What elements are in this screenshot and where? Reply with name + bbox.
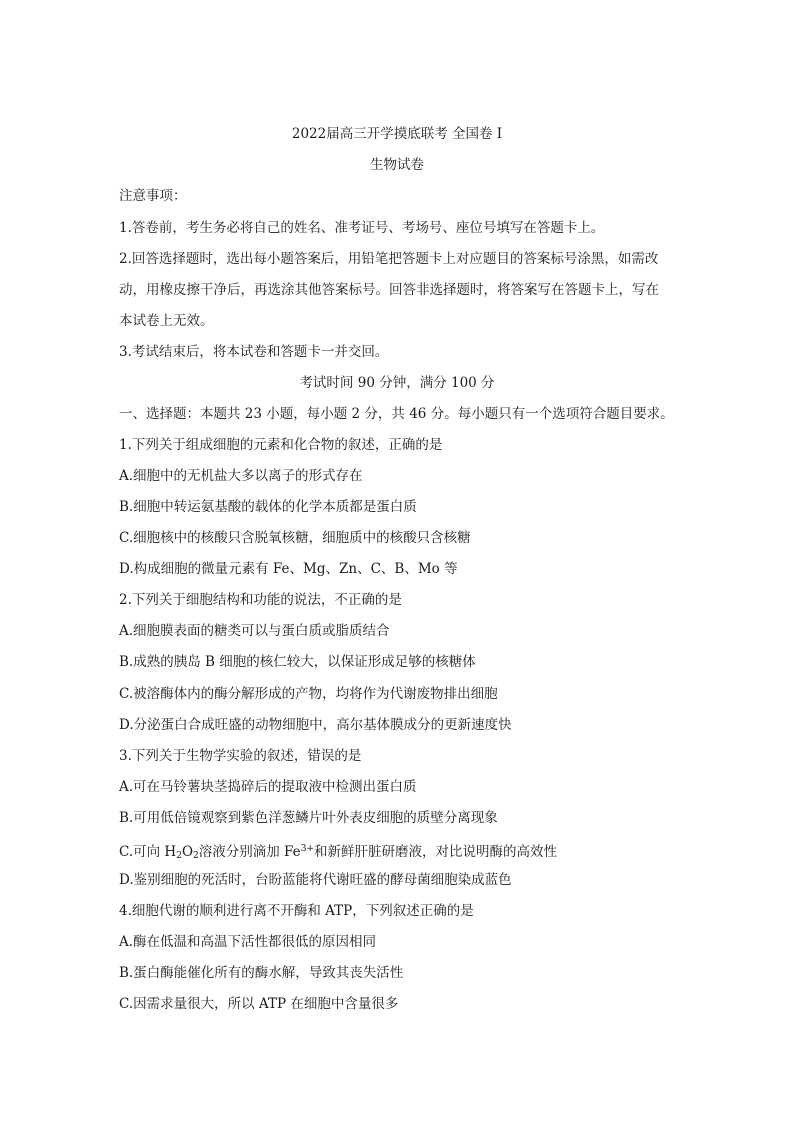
notice-heading: 注意事项： [119,188,187,204]
section-heading: 一、选择题：本题共 23 小题，每小题 2 分，共 46 分。每小题只有一个选项符合题目要求。 [119,406,674,422]
question-3-stem: 3.下列关于生物学实验的叙述，错误的是 [119,748,362,764]
exam-title: 2022届高三开学摸底联考 全国卷 I [291,126,503,142]
exam-subject: 生物试卷 [370,157,424,173]
notice-item-2-line-3: 本试卷上无效。 [119,313,214,329]
question-1-stem: 1.下列关于组成细胞的元素和化合物的叙述，正确的是 [119,437,443,453]
question-1-option-b: B.细胞中转运氨基酸的载体的化学本质都是蛋白质 [119,499,417,515]
question-4-option-c: C.因需求量很大，所以 ATP 在细胞中含量很多 [119,996,399,1012]
q3c-superscript: 3+ [300,844,314,854]
q3c-subscript-2: 2 [193,851,199,861]
notice-item-1: 1.答卷前，考生务必将自己的姓名、准考证号、考场号、座位号填写在答题卡上。 [119,220,605,236]
q3c-text-3: 溶液分别滴加 Fe [198,844,301,860]
q3c-text-4: 和新鲜肝脏研磨液，对比说明酶的高效性 [313,844,557,860]
q3c-text-2: O [181,844,194,860]
question-4-option-b: B.蛋白酶能催化所有的酶水解，导致其丧失活性 [119,965,404,981]
q3c-text-1: C.可向 H [119,844,177,860]
exam-info: 考试时间 90 分钟，满分 100 分 [299,375,495,391]
question-3-option-a: A.可在马铃薯块茎捣碎后的提取液中检测出蛋白质 [119,779,417,795]
question-1-option-a: A.细胞中的无机盐大多以离子的形式存在 [119,468,363,484]
notice-item-2-line-1: 2.回答选择题时，选出每小题答案后，用铅笔把答题卡上对应题目的答案标号涂黑，如需改 [119,251,659,267]
question-2-option-c: C.被溶酶体内的酶分解形成的产物，均将作为代谢废物排出细胞 [119,686,498,702]
question-1-option-d: D.构成细胞的微量元素有 Fe、Mg、Zn、C、B、Mo 等 [119,561,458,577]
question-1-option-c: C.细胞核中的核酸只含脱氧核糖，细胞质中的核酸只含核糖 [119,530,471,546]
question-2-option-d: D.分泌蛋白合成旺盛的动物细胞中，高尔基体膜成分的更新速度快 [119,717,512,733]
notice-item-3: 3.考试结束后，将本试卷和答题卡一并交回。 [119,344,389,360]
question-2-option-a: A.细胞膜表面的糖类可以与蛋白质或脂质结合 [119,623,390,639]
question-4-option-a: A.酶在低温和高温下活性都很低的原因相同 [119,934,377,950]
q3c-subscript-1: 2 [176,851,182,861]
question-3-option-c [119,840,694,865]
question-4-stem: 4.细胞代谢的顺利进行离不开酶和 ATP，下列叙述正确的是 [119,903,474,919]
notice-item-2-line-2: 动，用橡皮擦干净后，再选涂其他答案标号。回答非选择题时，将答案写在答题卡上，写在 [119,282,659,298]
question-2-stem: 2.下列关于细胞结构和功能的说法，不正确的是 [119,592,402,608]
question-2-option-b: B.成熟的胰岛 B 细胞的核仁较大，以保证形成足够的核糖体 [119,654,476,670]
question-3-option-d: D.鉴别细胞的死活时，台盼蓝能将代谢旺盛的酵母菌细胞染成蓝色 [119,872,512,888]
question-3-option-b: B.可用低倍镜观察到紫色洋葱鳞片叶外表皮细胞的质壁分离现象 [119,810,498,826]
